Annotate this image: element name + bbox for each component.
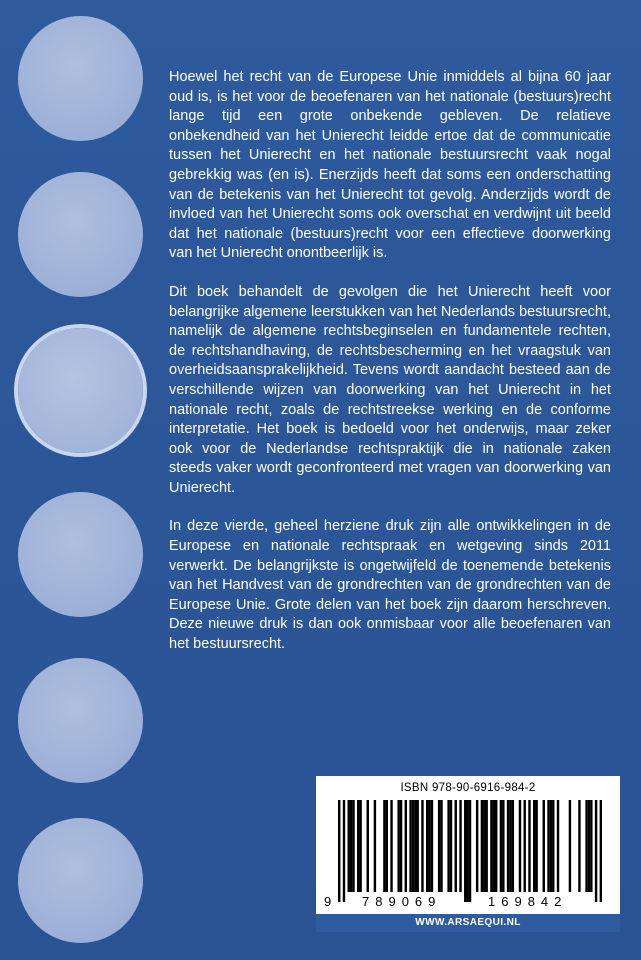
barcode-bar: [450, 800, 452, 892]
barcode-bar: [359, 800, 361, 892]
barcode-bar: [428, 800, 430, 892]
decorative-circle-highlighted: [18, 328, 143, 453]
barcode-bar: [397, 800, 399, 892]
barcode-digits: [322, 894, 612, 910]
barcode-bar: [405, 800, 407, 892]
barcode-bar: [352, 800, 354, 892]
barcode-bar: [569, 800, 571, 892]
barcode-bar: [533, 800, 535, 892]
barcode-bars: [338, 800, 602, 902]
barcode-bar: [426, 800, 428, 892]
barcode-bar: [481, 800, 483, 892]
barcode-bar: [348, 800, 350, 892]
barcode-bar: [500, 800, 502, 892]
barcode-bar: [412, 800, 414, 892]
barcode-bar: [502, 800, 504, 892]
barcode-bar: [416, 800, 418, 892]
decorative-circle: [18, 818, 143, 943]
blurb-paragraph-3: In deze vierde, geheel herziene druk zijn alle ontwikkelingen in de Europese en nationale rechtspraak en wetgeving sinds 2011 verwerkt. De belangrijkste is ongetwijfeld de toenemende betekenis van het Handvest van de grondrechten van de grondrechten van de Europese Unie. Grote delen van het boek zijn daarom herschreven. Deze nieuwe druk is dan ook onmisbaar voor alle beoefenaren van het bestuursrecht.: [169, 518, 611, 653]
barcode-bar: [343, 800, 345, 902]
decorative-circle: [18, 172, 143, 297]
barcode-bar: [507, 800, 509, 892]
barcode-bar: [374, 800, 376, 892]
barcode-bar: [483, 800, 485, 892]
barcode-bar: [421, 800, 423, 892]
barcode-bar: [528, 800, 530, 892]
barcode-bar: [400, 800, 402, 892]
isbn-label: ISBN 978-90-6916-984-2: [400, 782, 536, 794]
barcode-bar: [519, 800, 521, 892]
barcode-bar: [547, 800, 549, 892]
barcode-bar: [440, 800, 442, 892]
barcode-bar: [600, 800, 602, 902]
barcode-bar: [543, 800, 545, 892]
barcode-bar: [493, 800, 495, 892]
barcode-digit-first: 9: [324, 894, 332, 909]
barcode-bar: [357, 800, 359, 892]
blurb-paragraph-1: Hoewel het recht van de Europese Unie inmiddels al bijna 60 jaar oud is, is het voor de beoefenaren van het nationale (bestuurs)recht lange tijd een grote onbekende gebleven. De relatieve onbekendheid van het Unierecht leidde ertoe dat de communicatie tussen het Unierecht en het nationale bestuursrecht vaak nogal gebrekkig was (en is). Enerzijds heeft dat soms een onderschatting van de betekenis van het Unierecht tot gevolg. Anderzijds wordt de invloed van het Unierecht soms ook overschat en verdwijnt uit beeld dat het nationale (bestuurs)recht voor een effectieve doorwerking van het Unierecht onontbeerlijk is.: [169, 69, 611, 262]
blurb-paragraph-2: Dit boek behandelt de gevolgen die het Unierecht heeft voor belangrijke algemene leerstukken van het Nederlands bestuursrecht, namelijk de algemene rechtsbeginselen en fundamentele rechten, de rechtshandhaving, de rechtsbescherming en het vraagstuk van overheidsaansprakelijkheid. Tevens wordt aandacht besteed aan de verschillende wijzen van doorwerking van het Unierecht in het nationale recht, zoals de rechtstreekse werking en de conforme interpretatie. Het boek is bedoeld voor het onderwijs, maar zeker ook voor de Nederlandse rechtspraktijk die in nationale zaken steeds vaker wordt geconfronteerd met vragen van doorwerking van Unierecht.: [169, 283, 611, 496]
barcode-bar: [552, 800, 554, 892]
publisher-url[interactable]: WWW.ARSAEQUI.NL: [316, 914, 620, 932]
barcode-bar: [455, 800, 457, 892]
barcode-bar: [509, 800, 511, 892]
barcode-bar: [469, 800, 471, 902]
barcode-bar: [386, 800, 388, 892]
barcode-bar: [438, 800, 440, 892]
barcode-bar: [459, 800, 461, 892]
barcode-bar: [476, 800, 478, 892]
barcode-bar: [512, 800, 514, 892]
barcode-bar: [466, 800, 468, 902]
barcode-panel: [316, 776, 620, 932]
barcode-bar: [390, 800, 392, 892]
barcode-digit-group-2: 169842: [488, 894, 568, 909]
barcode-bar: [431, 800, 433, 892]
barcode-bar: [490, 800, 492, 892]
barcode-bar: [447, 800, 449, 892]
barcode-bar: [485, 800, 487, 892]
barcode-bar: [383, 800, 385, 892]
decorative-circle: [18, 658, 143, 783]
barcode-bar: [557, 800, 559, 892]
barcode-bar: [409, 800, 411, 892]
barcode-bar: [524, 800, 526, 892]
decorative-circle: [18, 16, 143, 141]
barcode-bar: [414, 800, 416, 892]
barcode-bar: [588, 800, 590, 892]
barcode-bar: [535, 800, 537, 892]
barcode-bar: [338, 800, 340, 902]
barcode-bar: [585, 800, 587, 892]
barcode-bar: [464, 800, 466, 902]
blurb-text: [169, 68, 611, 674]
barcode-bar: [367, 800, 369, 892]
barcode-bar: [550, 800, 552, 892]
decorative-circle: [18, 492, 143, 617]
barcode-bar: [578, 800, 580, 892]
barcode-bar: [350, 800, 352, 892]
barcode-bar: [495, 800, 497, 892]
barcode-bar: [590, 800, 592, 892]
barcode-digit-group-1: 789069: [362, 894, 442, 909]
barcode-bar: [595, 800, 597, 902]
